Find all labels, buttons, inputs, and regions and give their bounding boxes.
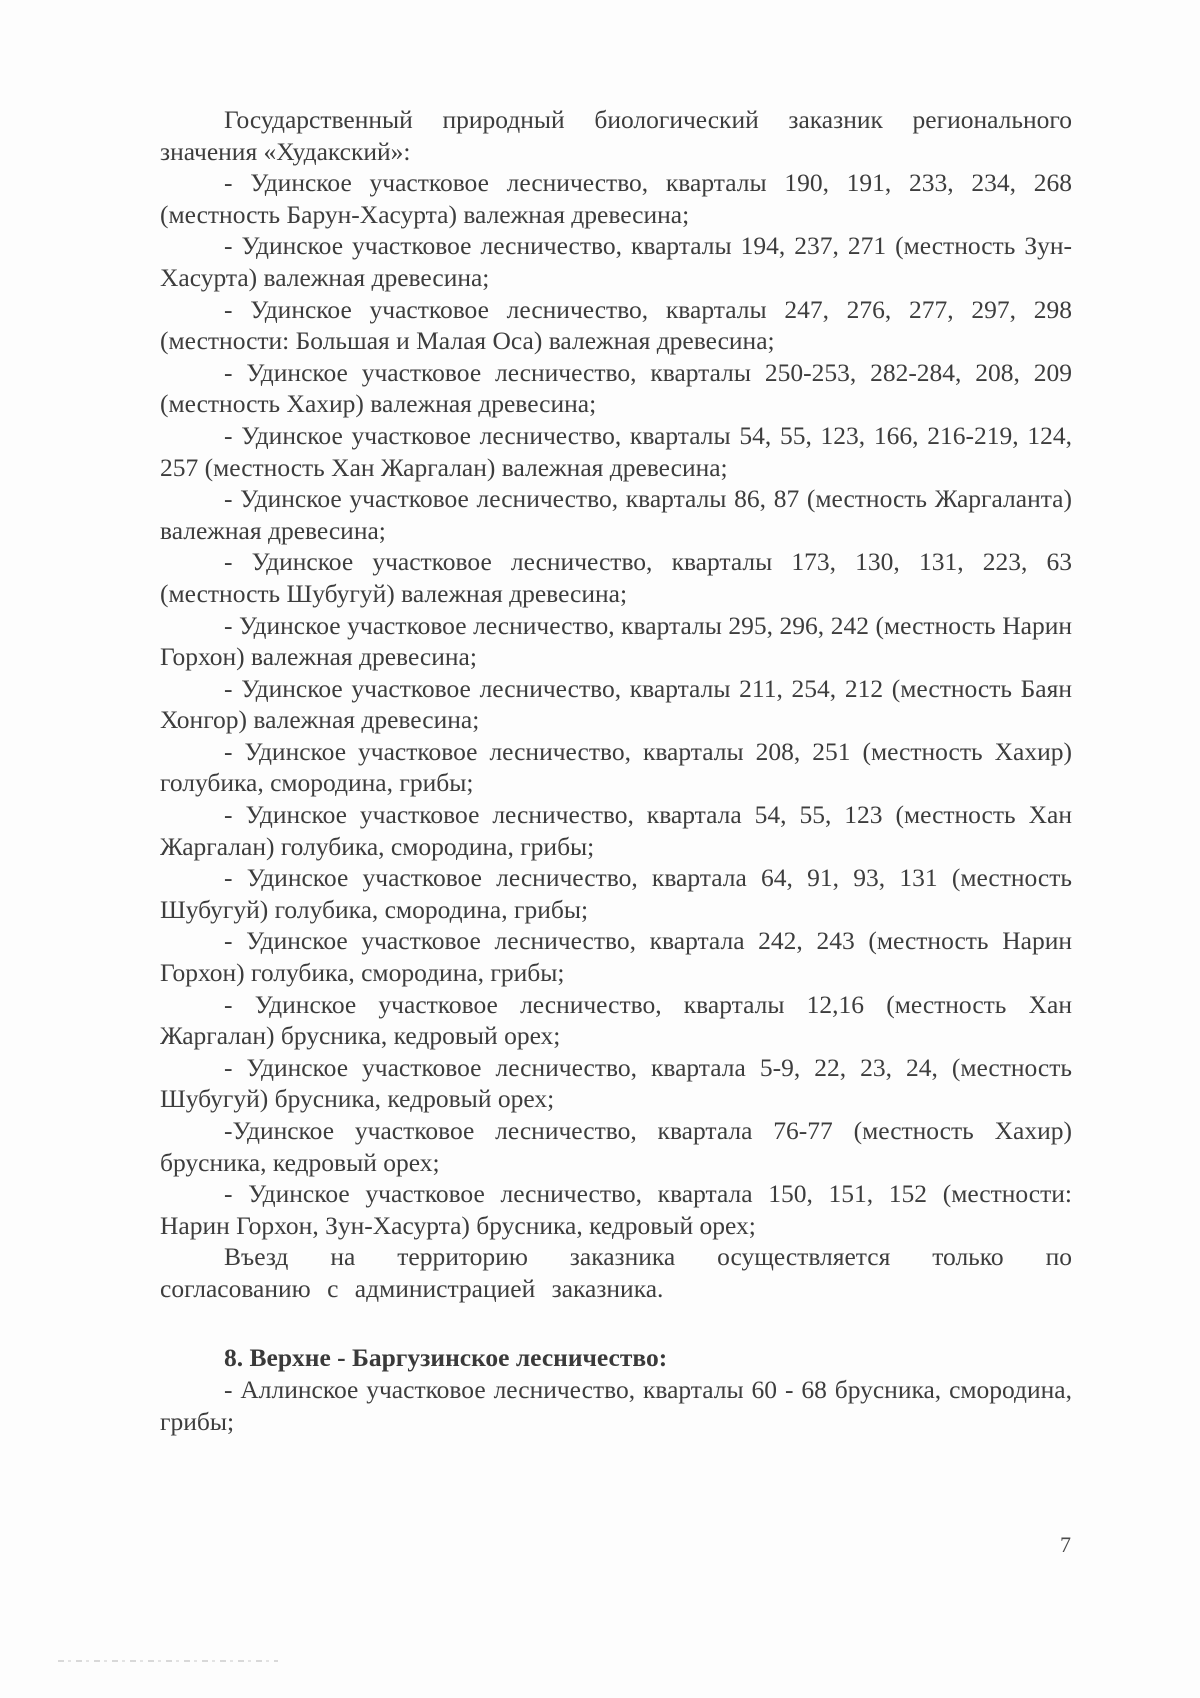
section-heading: 8. Верхне - Баргузинское лесничество: — [224, 1343, 668, 1372]
document-body — [160, 104, 1072, 1305]
list-item: - Удинское участковое лесничество, квартала 54, 55, 123 (местность Хан Жаргалан) голубика, смородина, грибы; — [160, 800, 1072, 861]
list-item: - Удинское участковое лесничество, кварталы 194, 237, 271 (местность Зун-Хасурта) валежная древесина; — [160, 231, 1072, 292]
list-item: - Удинское участковое лесничество, кварталы 247, 276, 277, 297, 298 (местности: Большая и Малая Оса) валежная древесина; — [160, 294, 1072, 356]
reserve-intro: Государственный природный биологический заказник регионального значения «Худакский»: — [160, 105, 1072, 166]
page-number: 7 — [1060, 1532, 1071, 1557]
list-item: - Удинское участковое лесничество, квартала 5-9, 22, 23, 24, (местность Шубугуй) брусника, кедровый орех; — [160, 1052, 1072, 1114]
list-item: - Удинское участковое лесничество, квартала 242, 243 (местность Нарин Горхон) голубика, смородина, грибы; — [160, 926, 1072, 988]
list-item: - Удинское участковое лесничество, квартала 64, 91, 93, 131 (местность Шубугуй) голубика, смородина, грибы; — [160, 863, 1072, 924]
entry-note: Въезд на территорию заказника осуществляется только по согласованию с администрацией заказника. — [160, 1242, 1072, 1303]
list-item: - Удинское участковое лесничество, кварталы 250-253, 282-284, 208, 209 (местность Хахир) валежная древесина; — [160, 357, 1072, 419]
list-item: - Аллинское участковое лесничество, кварталы 60 - 68 брусника, смородина, грибы; — [160, 1375, 1072, 1436]
list-item: - Удинское участковое лесничество, кварталы 86, 87 (местность Жаргаланта) валежная древесина; — [160, 484, 1072, 545]
list-item: - Удинское участковое лесничество, кварталы 12,16 (местность Хан Жаргалан) брусника, кедровый орех; — [160, 989, 1072, 1051]
list-item: -Удинское участковое лесничество, квартала 76-77 (местность Хахир) брусника, кедровый орех; — [160, 1116, 1072, 1177]
scan-artifact — [58, 1660, 278, 1662]
list-item: - Удинское участковое лесничество, кварталы 211, 254, 212 (местность Баян Хонгор) валежная древесина; — [160, 673, 1072, 735]
list-item: - Удинское участковое лесничество, квартала 150, 151, 152 (местности: Нарин Горхон, Зун-Хасурта) брусника, кедровый орех; — [160, 1179, 1072, 1240]
list-item: - Удинское участковое лесничество, кварталы 190, 191, 233, 234, 268 (местность Барун-Хасурта) валежная древесина; — [160, 168, 1072, 229]
section-body — [160, 1374, 1072, 1437]
list-item: - Удинское участковое лесничество, кварталы 173, 130, 131, 223, 63 (местность Шубугуй) валежная древесина; — [160, 547, 1072, 608]
list-item: - Удинское участковое лесничество, кварталы 208, 251 (местность Хахир) голубика, смородина, грибы; — [160, 736, 1072, 798]
list-item: - Удинское участковое лесничество, кварталы 295, 296, 242 (местность Нарин Горхон) валежная древесина; — [160, 610, 1072, 672]
list-item: - Удинское участковое лесничество, кварталы 54, 55, 123, 166, 216-219, 124, 257 (местность Хан Жаргалан) валежная древесина; — [160, 420, 1072, 482]
